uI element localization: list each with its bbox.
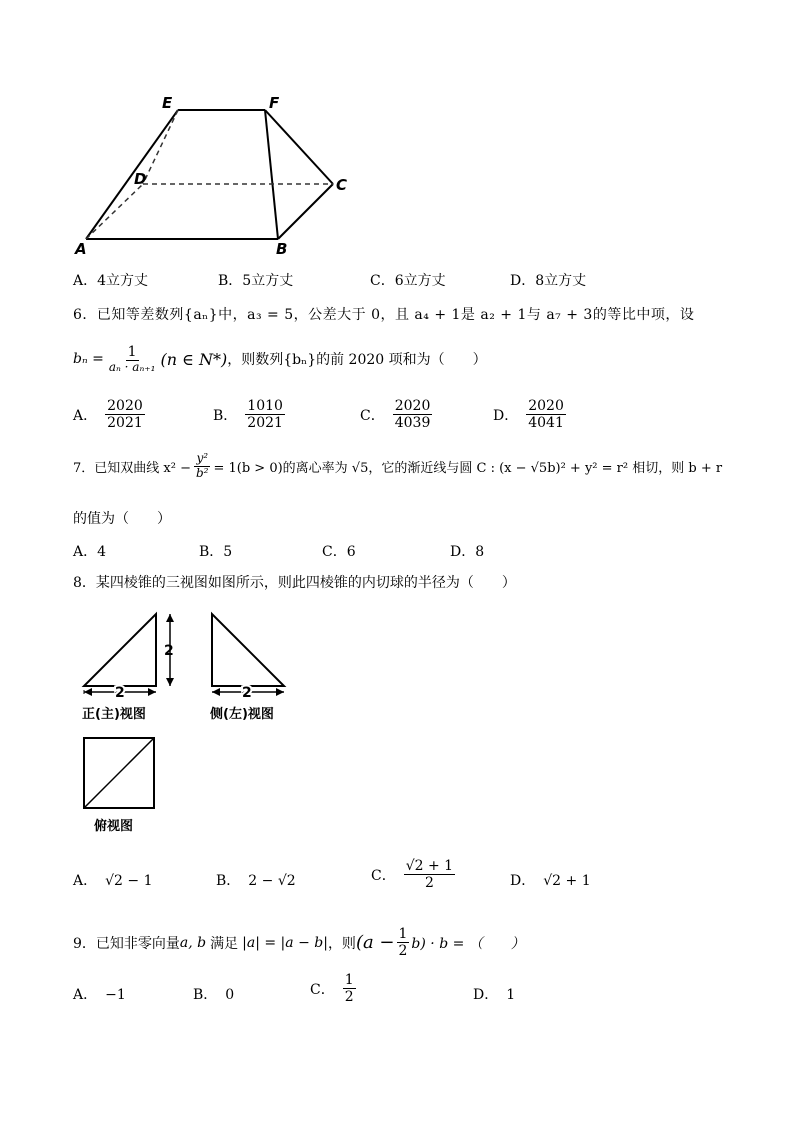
q9-prefix: 9．已知非零向量 (73, 935, 180, 952)
q8-option-c[interactable]: C． $\frac{√2 + 1}{2}$ (371, 858, 454, 892)
side-view-label: 侧(左)视图 (210, 707, 274, 722)
q6-question-line2 (73, 344, 487, 375)
q7-mid: = 1(b > 0)的离心率为 √5，它的渐近线与圆 C : (x − √5b)² + y² = r² 相切，则 b + r (213, 460, 723, 476)
q6-bn-denominator: aₙ · aₙ₊₁ (108, 360, 156, 375)
front-height-dim: 2 (164, 643, 174, 659)
q9-option-d[interactable]: D． 1 (473, 987, 516, 1003)
q9-option-b[interactable]: B． 0 (193, 987, 235, 1003)
q5-option-c[interactable]: C．6立方丈 (370, 273, 446, 289)
q8-option-a[interactable]: A． √2 − 1 (73, 873, 153, 889)
q7-option-d[interactable]: D．8 (450, 544, 485, 560)
q9-mid: 满足 (210, 935, 239, 952)
top-view-label: 俯视图 (94, 819, 134, 834)
vertex-label-d: D (134, 170, 147, 188)
q8-question: 8．某四棱锥的三视图如图所示，则此四棱锥的内切球的半径为（ ） (73, 575, 516, 591)
front-width-dim: 2 (115, 685, 125, 701)
q6-option-a[interactable]: A． $\frac{2020}{2021}$ (73, 398, 143, 432)
q7-question-line1 (73, 452, 722, 481)
q7-prefix: 7．已知双曲线 x² − (73, 460, 191, 476)
vertex-label-a: A (75, 240, 87, 258)
front-view-label: 正(主)视图 (82, 707, 146, 722)
q6-question-line1: 6．已知等差数列{aₙ}中，a₃ = 5，公差大于 0，且 a₄ + 1是 a₂ + 1与 a₇ + 3的等比中项，设 (73, 307, 695, 323)
q9-expr-b: b) · b = （ ） (411, 935, 525, 952)
q7-option-a[interactable]: A．4 (73, 544, 107, 560)
q9-half-fraction: $\frac{1}{2}$ (398, 926, 408, 960)
q7-option-b[interactable]: B．5 (199, 544, 233, 560)
q6-bn-fraction (107, 344, 158, 375)
q6-bn-numerator: 1 (127, 344, 137, 360)
three-view-figure (76, 606, 296, 836)
q6-bn-condition: (n ∈ N*) (160, 349, 228, 369)
q8-option-b[interactable]: B． 2 − √2 (216, 873, 296, 889)
q7-question-line2: 的值为（ ） (73, 511, 171, 527)
q9-option-a[interactable]: A． −1 (73, 987, 126, 1003)
q9-option-c[interactable]: C． $\frac{1}{2}$ (310, 972, 354, 1006)
q9-then: ，则 (327, 935, 356, 952)
q6-bn-prefix: bₙ = (73, 351, 104, 368)
q6-question-rest: ，则数列{bₙ}的前 2020 项和为（ ） (227, 352, 487, 369)
q7-fraction: $\frac{\text{y²}}{\text{b²}}$ (195, 451, 209, 480)
q5-option-d[interactable]: D．8立方丈 (510, 273, 587, 289)
vertex-label-b: B (276, 240, 288, 258)
q7-option-c[interactable]: C．6 (322, 544, 356, 560)
q8-option-d[interactable]: D． √2 + 1 (510, 873, 591, 889)
side-width-dim: 2 (242, 685, 252, 701)
vertex-label-c: C (336, 176, 348, 194)
q6-option-b[interactable]: B． $\frac{1010}{2021}$ (213, 398, 283, 432)
q9-vectors: a, b (179, 934, 207, 951)
q5-option-b[interactable]: B．5立方丈 (218, 273, 294, 289)
q9-expr-a: (a − (355, 932, 395, 954)
solid-figure (68, 92, 358, 262)
q9-condition: |a| = |a − b| (242, 934, 328, 951)
q9-question (73, 926, 525, 959)
q6-option-c[interactable]: C． $\frac{2020}{4039}$ (360, 398, 431, 432)
q6-option-d[interactable]: D． $\frac{2020}{4041}$ (493, 398, 564, 432)
vertex-label-f: F (269, 94, 280, 112)
vertex-label-e: E (162, 94, 173, 112)
q5-option-a[interactable]: A．4立方丈 (73, 273, 149, 289)
